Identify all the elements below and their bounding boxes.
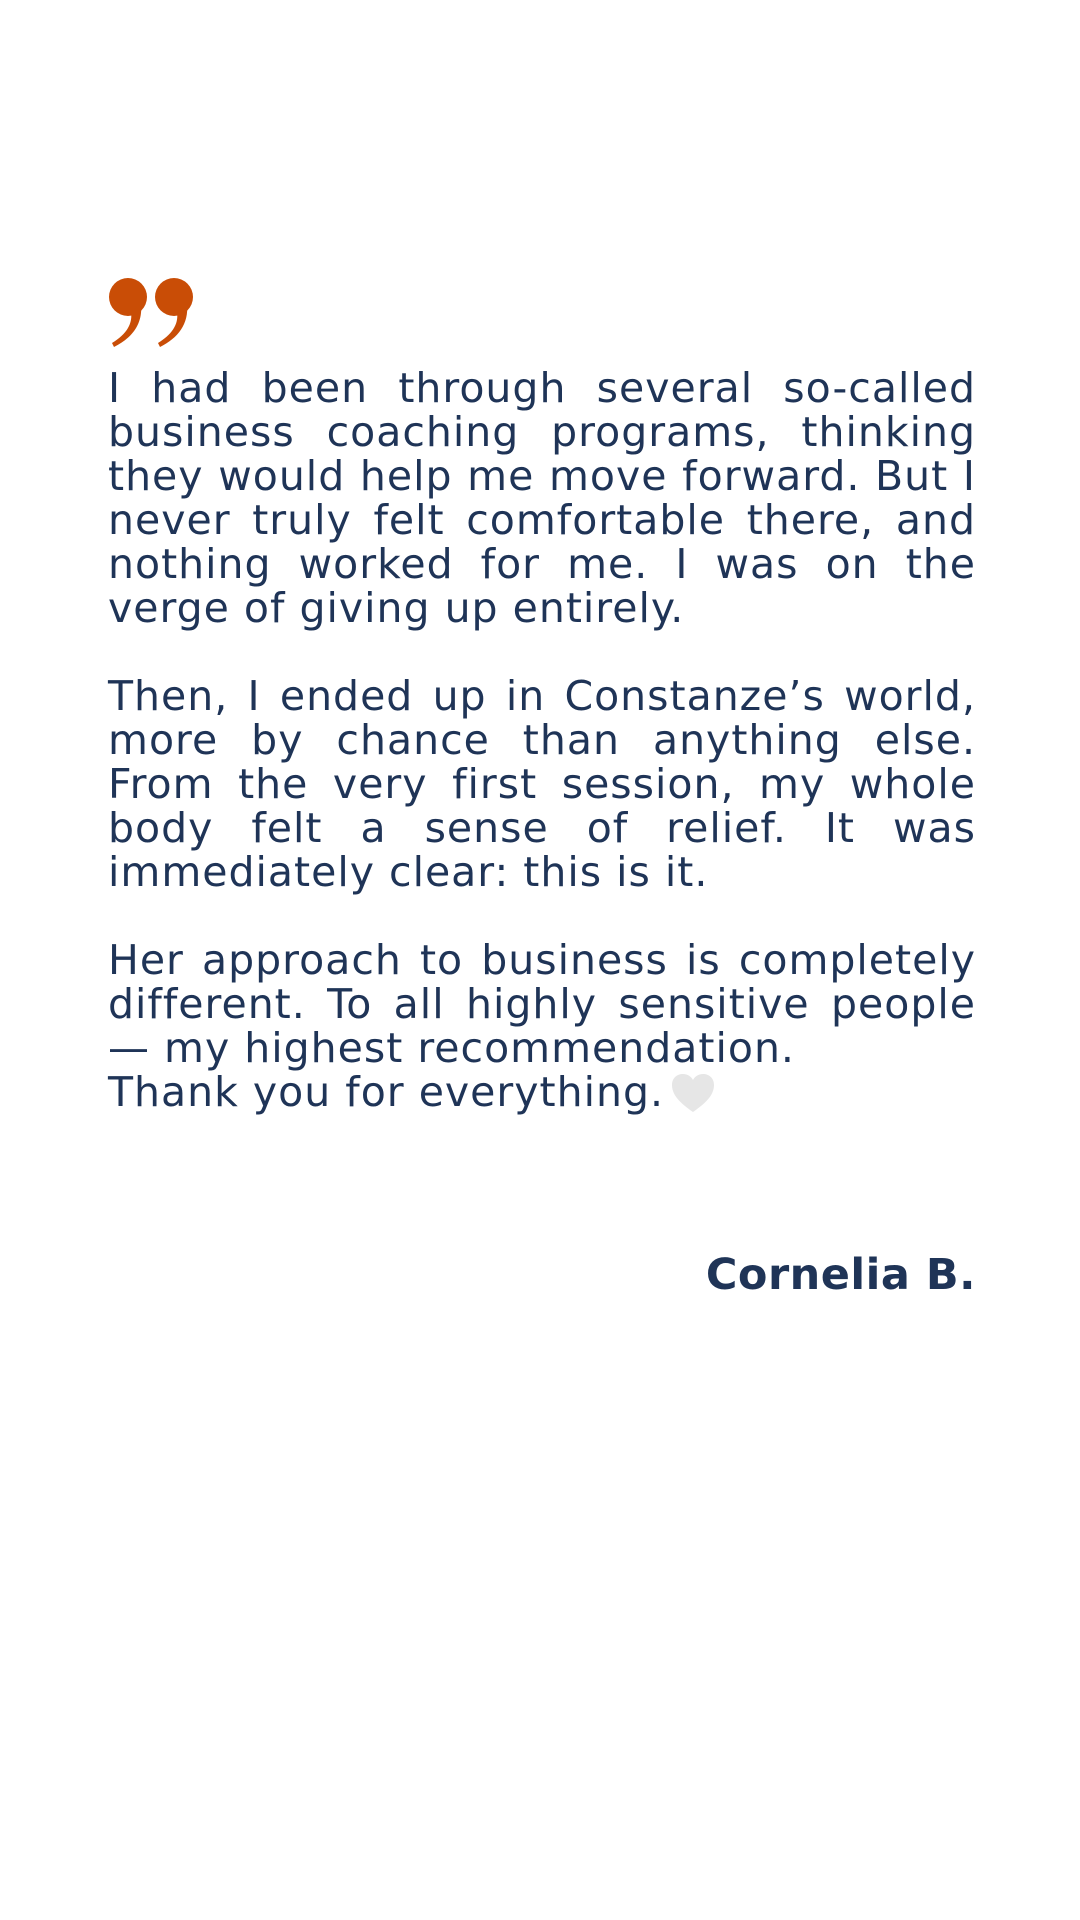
testimonial-paragraph — [108, 938, 976, 1114]
heart-icon — [670, 1072, 716, 1114]
testimonial-paragraph: Then, I ended up in Constanze’s world, more by chance than anything else. From the very first session, my whole body felt a sense of relief. It was immediately clear: this is it. — [108, 672, 976, 896]
testimonial-paragraph: I had been through several so-called business coaching programs, thinking they would help me move forward. But I never truly felt comfortable there, and nothing worked for me. I was on the verge of giving up entirely. — [108, 364, 976, 632]
author-name: Cornelia B. — [705, 1250, 976, 1300]
thank-you-line: Thank you for everything. — [108, 1068, 665, 1116]
closing-quote-icon — [108, 276, 198, 348]
testimonial-paragraph-text: Her approach to business is completely different. To all highly sensitive people — my highest recommendation. — [108, 936, 976, 1072]
testimonial — [108, 276, 976, 1114]
testimonial-text — [108, 366, 976, 1114]
